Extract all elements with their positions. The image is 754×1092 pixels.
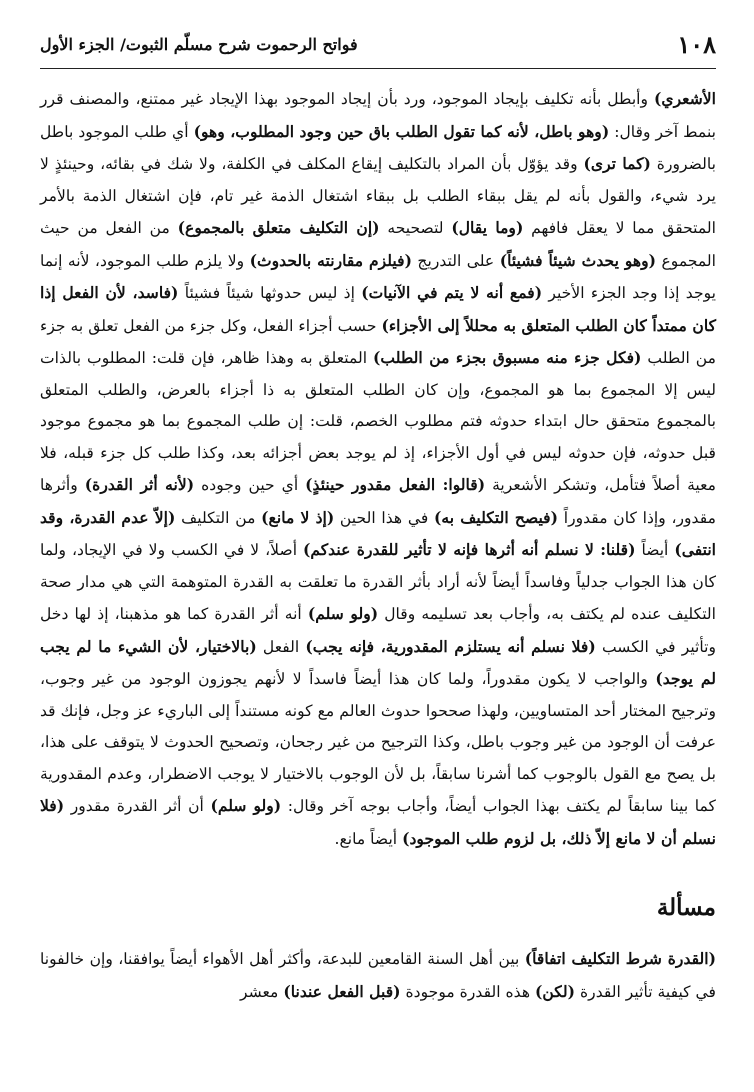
matn-segment: (القدرة شرط التكليف اتفاقاً) [524,949,716,968]
matn-segment: (لأنه أثر القدرة) [84,475,195,494]
sharh-segment: إذ ليس حدوثها شيئاً فشيئاً [178,284,362,302]
main-text [40,83,716,1008]
sharh-segment: والواجب لا يكون مقدوراً، ولما كان هذا أيضاً فاسداً لا لأنهم يجوزون الوجود من غير وجوب، وترجيح المختار أحد المتساويين، ولهذا صححوا حدوث العالم مع كونه مستنداً إلى الباريء عز وجل، فإنك قد عرفت أن الوجود من غير وجوب باطل، وكذا الترجيح من غير رجحان، وتصحيح الحدوث لا يتوقف على هذا، بل يصح مع القول بالوجوب كما أشرنا سابقاً، بل لأن الوجوب بالاختيار لا يوجب الاضطرار، وعدم المقدورية كما بينا سابقاً لم يكتف بهذا الجواب أيضاً، وأجاب بوجه آخر وقال: [40,670,716,815]
sharh-segment: ولا يلزم طلب الموجود، لأنه إنما يوجد إذا وجد الجزء الأخير [40,251,716,302]
page-header [40,22,716,69]
sharh-segment: أن أثر القدرة مقدور [64,797,211,815]
sharh-segment: وأبطل بأنه تكليف بإيجاد الموجود، ورد بأن إيجاد الموجود بهذا الإيجاد غير ممتنع، والمصنف قرر بنمط آخر وقال: [40,90,716,141]
sharh-segment: أي طلب الموجود باطل بالضرورة [40,122,716,173]
sharh-segment: الفعل [256,637,306,656]
sharh-segment: أيضاً مانع. [334,829,403,848]
sharh-segment: لتصحيحه [379,219,452,237]
matn-segment: (فيلزم مقارنته بالحدوث) [249,250,412,270]
sharh-segment: أيضاً [635,541,675,559]
page-number: ١٠٨ [677,30,716,59]
matn-segment: (بالاختيار، لأن الشيء ما لم يجب لم يوجد) [40,636,716,688]
sharh-segment: على التدريج [411,251,500,270]
paragraph-new-issue [40,943,716,1008]
matn-segment: (فاسد، لأن الفعل إذا كان ممتداً كان الطلب المتعلق به محللاً إلى الأجزاء) [40,283,716,335]
matn-segment: (إلاّ عدم القدرة، وقد انتفى) [40,507,716,559]
sharh-segment: من التكليف [175,508,262,527]
matn-segment: (فلا نسلم أنه يستلزم المقدورية، فإنه يجب) [305,636,596,656]
sharh-segment: معشر [240,982,284,1001]
sharh-segment: أنه أثر القدرة كما هو مذهبنا، إذ لها دخل وتأثير في الكسب [40,605,717,656]
matn-segment: (وهو يحدث شيئاً فشيئاً) [499,250,657,270]
matn-segment: (إن التكليف متعلق بالمجموع) [177,218,380,237]
matn-segment: (قلنا: لا نسلم أنه أثرها فإنه لا تأثير للقدرة عندكم) [303,540,636,559]
matn-segment: (قالوا: الفعل مقدور حينئذٍ) [305,475,486,494]
running-title: فواتح الرحموت شرح مسلّم الثبوت/ الجزء الأول [40,35,358,54]
sharh-segment: بين أهل السنة القامعين للبدعة، وأكثر أهل الأهواء أيضاً يوافقنا، وإن خالفونا في كيفية تأثير القدرة [40,950,716,1001]
matn-segment: (ولو سلم) [210,796,282,815]
matn-segment: (لكن) [535,981,576,1001]
sharh-segment: هذه القدرة موجودة [400,982,536,1001]
book-page [40,22,716,1077]
sharh-segment: حسب أجزاء الفعل، وكل جزء من الفعل تعلق به جزء من الطلب [40,316,716,367]
sharh-segment: وقد يؤوّل بأن المراد بالتكليف إيقاع المكلف في الكلفة، ولا شك في بقائه، وحينئذٍ لا يرد شيء، والقول بأنه لم يقل ببقاء الطلب بل ببقاء اشتغال الذمة غير تام، فإن اشتغال الذمة بالأمر المتحقق مما لا يعقل فافهم [40,155,716,237]
matn-segment: (قبل الفعل عندنا) [283,981,401,1001]
matn-segment: الأشعري) [653,89,716,108]
section-heading: مسألة [656,894,716,921]
matn-segment: (إذ لا مانع) [261,507,335,527]
matn-segment: (فلا نسلم أن لا مانع إلاّ ذلك، بل لزوم طلب الموجود) [40,796,716,848]
sharh-segment: في هذا الحين [334,508,435,527]
matn-segment: (ولو سلم) [307,604,379,623]
sharh-segment: أي حين وجوده [194,476,306,494]
sharh-segment: من الفعل من حيث المجموع [40,219,717,270]
sharh-segment: المتعلق به وهذا ظاهر، فإن قلت: المطلوب بالذات ليس إلا المجموع بما هو المجموع، وإن كان الطلب المتعلق به ذا أجزاء بالعرض، والطلب المتعلق بالمجموع متحقق حال ابتداء حدوثه فتم مطلوب الخصم، قلت: إن طلب المجموع بما هو مجموع موجود قبل حدوثه، فإن حدوثه ليس في أول الأجزاء، إذ لم يوجد بعض أجزائه بعد، وكذا طلب كل جزء قبله، فلا معية أصلاً فتأمل، وتشكر الأشعرية [40,349,717,494]
matn-segment: (فيصح التكليف به) [434,507,559,527]
matn-segment: (وما يقال) [451,218,524,237]
paragraph-commentary [40,83,716,855]
matn-segment: (وهو باطل، لأنه كما تقول الطلب باق حين وجود المطلوب، وهو) [193,121,610,141]
matn-segment: (فمع أنه لا يتم في الآنيات) [361,283,543,302]
matn-segment: (كما ترى) [583,154,651,173]
matn-segment: (فكل جزء منه مسبوق بجزء من الطلب) [373,348,642,367]
sharh-segment: أصلاً، لا في الكسب ولا في الإيجاد، ولما كان هذا الجواب جدلياً وفاسداً أيضاً لأنه أراد بأثر القدرة ما تعلقت به القدرة المتوهمة التي هي مدار صحة التكليف عنده لم يكتف به، وأجاب بعد تسليمه وقال [40,541,716,623]
sharh-segment: وأثرها مقدور، وإذا كان مقدوراً [40,476,716,527]
